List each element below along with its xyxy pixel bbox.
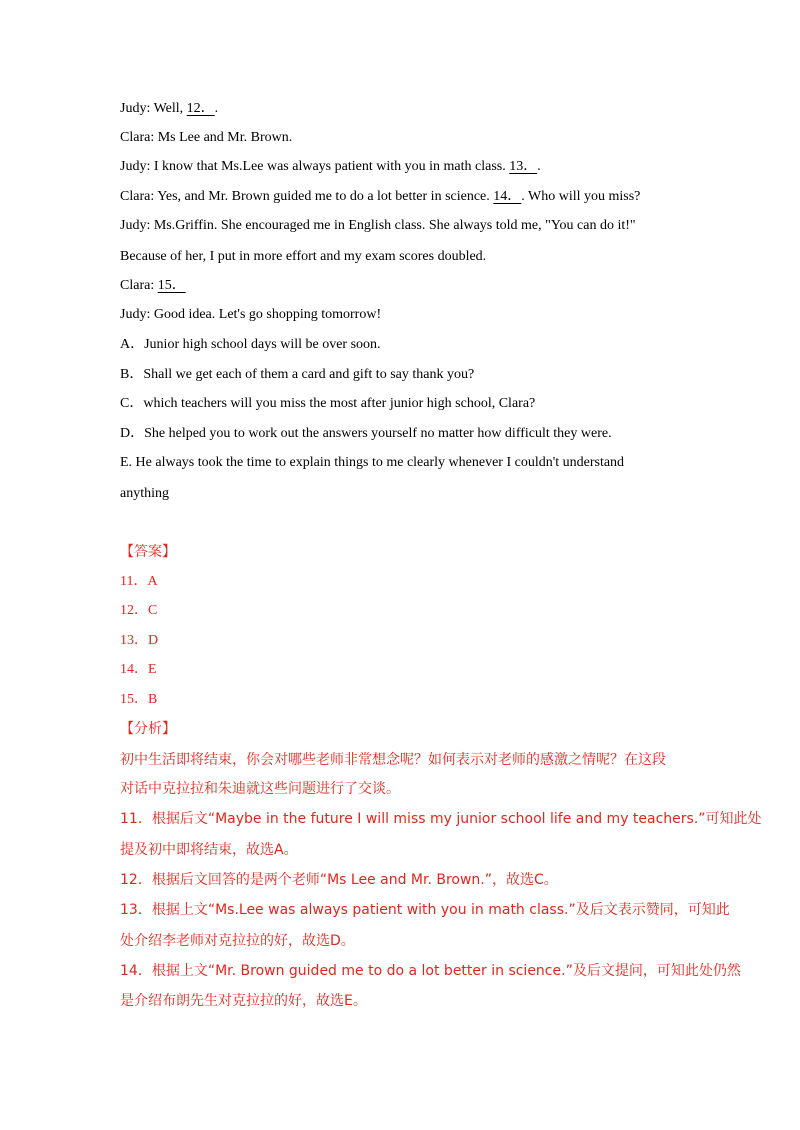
dialogue-line	[120, 129, 690, 147]
answer-item: 15．B	[120, 692, 158, 707]
answer-item: 12．C	[120, 603, 158, 618]
dialogue-line	[120, 277, 690, 295]
dialogue-text: Because of her, I put in more effort and my exam scores doubled.	[120, 249, 487, 264]
dialogue-line	[120, 248, 690, 266]
dialogue-text: Judy: Well,	[120, 101, 187, 116]
dialogue-text: Judy: Ms.Griffin. She encouraged me in English class. She always told me, "You can do it!"	[120, 218, 636, 233]
dialogue-line	[120, 188, 690, 206]
option-c: C．which teachers will you miss the most after junior high school, Clara?	[120, 396, 536, 411]
option-a: A．Junior high school days will be over soon.	[120, 337, 381, 352]
dialogue-line	[120, 217, 690, 235]
analysis-line: 对话中克拉拉和朱迪就这些问题进行了交谈。	[120, 781, 400, 797]
option-e: E. He always took the time to explain things to me clearly whenever I couldn't understand	[120, 455, 625, 470]
analysis-line: 提及初中即将结束，故选A。	[120, 842, 298, 858]
analysis-line: 处介绍李老师对克拉拉的好，故选D。	[120, 933, 355, 949]
answer-item: 14．E	[120, 662, 157, 677]
blank-13: 13．	[509, 159, 538, 174]
answer-item: 11．A	[120, 574, 158, 589]
option-e-continued: anything	[120, 486, 169, 501]
blank-15: 15．	[157, 278, 186, 293]
dialogue-text: Judy: I know that Ms.Lee was always patient with you in math class.	[120, 159, 510, 174]
analysis-line: 是介绍布朗先生对克拉拉的好，故选E。	[120, 993, 367, 1009]
dialogue-text: .	[214, 101, 219, 116]
blank-12: 12．	[186, 101, 215, 116]
answer-heading: 【答案】	[120, 544, 176, 560]
analysis-line: 13．根据上文“Ms.Lee was always patient with you in math class.”及后文表示赞同，可知此	[120, 902, 730, 918]
dialogue-text: Clara:	[120, 278, 158, 293]
analysis-line: 初中生活即将结束，你会对哪些老师非常想念呢？如何表示对老师的感激之情呢？在这段	[120, 752, 666, 768]
dialogue-line	[120, 158, 690, 176]
dialogue-text: Judy: Good idea. Let's go shopping tomorrow!	[120, 307, 382, 322]
analysis-line: 11．根据后文“Maybe in the future I will miss my junior school life and my teachers.”可知此处	[120, 811, 762, 827]
dialogue-text: .	[537, 159, 541, 174]
analysis-line: 12．根据后文回答的是两个老师“Ms Lee and Mr. Brown.”，故选C。	[120, 872, 558, 888]
dialogue-text: Clara: Ms Lee and Mr. Brown.	[120, 130, 293, 145]
answer-item: 13．D	[120, 633, 159, 648]
blank-14: 14．	[493, 189, 522, 204]
analysis-heading: 【分析】	[120, 721, 176, 737]
option-d: D．She helped you to work out the answers yourself no matter how difficult they were.	[120, 426, 612, 441]
dialogue-text: . Who will you miss?	[521, 189, 641, 204]
dialogue-line	[120, 100, 690, 118]
dialogue-text: Clara: Yes, and Mr. Brown guided me to do a lot better in science.	[120, 189, 494, 204]
dialogue-line	[120, 306, 690, 324]
option-b: B．Shall we get each of them a card and gift to say thank you?	[120, 367, 475, 382]
analysis-line: 14．根据上文“Mr. Brown guided me to do a lot better in science.”及后文提问，可知此处仍然	[120, 963, 741, 979]
